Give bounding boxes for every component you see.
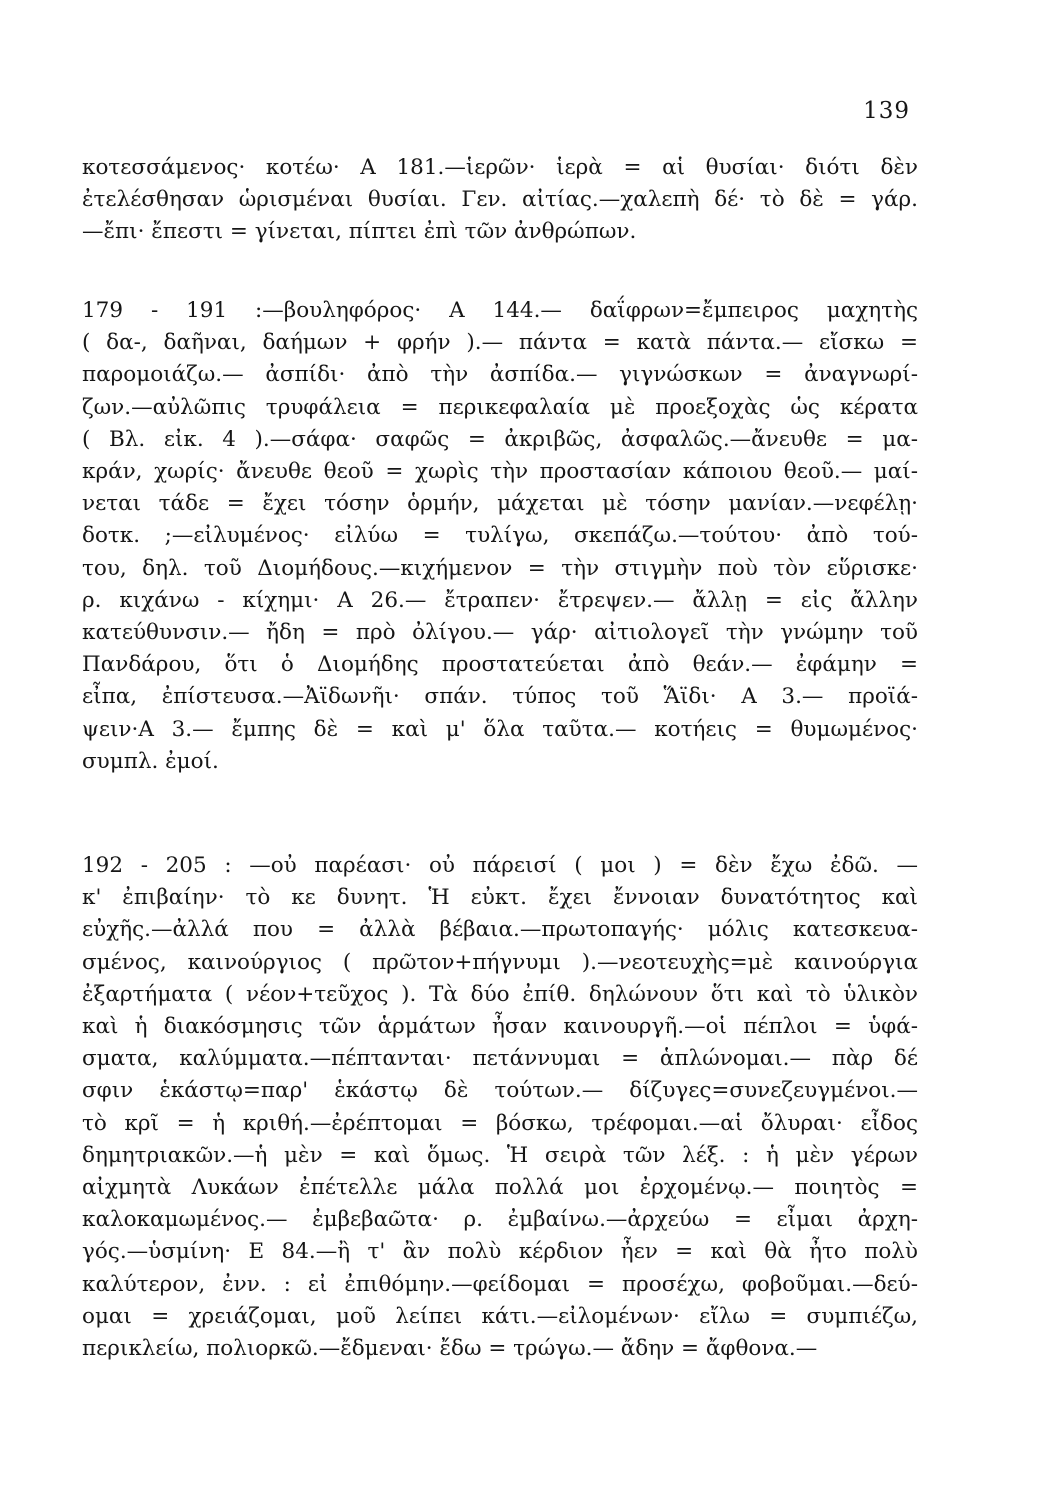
text-line: σματα, καλύμματα.—πέπτανται· πετάννυμαι = ἁπλώνομαι.— πὰρ δέ [82, 1046, 918, 1072]
text-line: νεται τάδε = ἔχει τόσην ὁρμήν, μάχεται μὲ τόσην μανίαν.—νεφέλῃ· [82, 491, 918, 517]
text-line: κοτεσσάμενος· κοτέω· Α 181.—ἱερῶν· ἱερὰ = αἱ θυσίαι· διότι δὲν [82, 155, 918, 180]
text-line: δημητριακῶν.—ἡ μὲν = καὶ ὅμως. Ἡ σειρὰ τῶν λέξ. : ἡ μὲν γέρων [82, 1142, 918, 1168]
text-line: συμπλ. ἐμοί. [82, 748, 219, 774]
commentary-paragraph-2 [82, 295, 918, 778]
text-line: ἐξαρτήματα ( νέον+τεῦχος ). Τὰ δύο ἐπίθ. δηλώνουν ὅτι καὶ τὸ ὑλικὸν [82, 981, 918, 1007]
text-line: καλοκαμωμένος.— ἐμβεβαῶτα· ρ. ἐμβαίνω.—ἀρχεύω = εἶμαι ἀρχη- [82, 1207, 918, 1233]
text-line: εὐχῆς.—ἀλλά που = ἀλλὰ βέβαια.—πρωτοπαγής· μόλις κατεσκευα- [82, 917, 918, 943]
text-line: —ἔπι· ἔπεστι = γίνεται, πίπτει ἐπὶ τῶν ἀνθρώπων. [82, 219, 637, 245]
text-line: ρ. κιχάνω - κίχημι· Α 26.— ἔτραπεν· ἔτρεψεν.— ἄλλῃ = εἰς ἄλλην [82, 587, 918, 613]
text-line: Πανδάρου, ὅτι ὁ Διομήδης προστατεύεται ἀπὸ θεάν.— ἐφάμην = [82, 652, 918, 678]
text-line: τὸ κρῖ = ἡ κριθή.—ἐρέπτομαι = βόσκω, τρέφομαι.—αἱ ὄλυραι· εἶδος [82, 1110, 918, 1136]
text-line: κράν, χωρίς· ἄνευθε θεοῦ = χωρὶς τὴν προστασίαν κάποιου θεοῦ.— μαί- [82, 459, 918, 485]
text-line: κατεύθυνσιν.— ἤδη = πρὸ ὀλίγου.— γάρ· αἰτιολογεῖ τὴν γνώμην τοῦ [82, 620, 918, 646]
text-line: δοτκ. ;—εἰλυμένος· εἰλύω = τυλίγω, σκεπάζω.—τούτου· ἀπὸ τού- [82, 523, 918, 549]
text-line: ψειν·Α 3.— ἔμπης δὲ = καὶ μ' ὅλα ταῦτα.— κοτήεις = θυμωμένος· [82, 716, 918, 742]
commentary-paragraph-3 [82, 850, 918, 1365]
text-line: κ' ἐπιβαίην· τὸ κε δυνητ. Ἡ εὐκτ. ἔχει ἔννοιαν δυνατότητος καὶ [82, 885, 918, 911]
text-line: ομαι = χρειάζομαι, μοῦ λείπει κάτι.—εἰλομένων· εἴλω = συμπιέζω, [82, 1303, 918, 1329]
text-line: καὶ ἡ διακόσμησις τῶν ἁρμάτων ἦσαν καινουργῆ.—οἱ πέπλοι = ὑφά- [82, 1014, 918, 1040]
commentary-paragraph-1 [82, 152, 918, 249]
text-line: ζων.—αὐλῶπις τρυφάλεια = περικεφαλαία μὲ προεξοχὰς ὡς κέρατα [82, 394, 918, 420]
text-line: εἶπα, ἐπίστευσα.—Ἀϊδωνῆι· σπάν. τύπος τοῦ Ἅϊδι· Α 3.— προϊά- [82, 684, 918, 710]
text-line: σμένος, καινούργιος ( πρῶτον+πήγνυμι ).—νεοτευχὴς=μὲ καινούργια [82, 949, 918, 975]
text-line: καλύτερον, ἐνν. : εἰ ἐπιθόμην.—φείδομαι = προσέχω, φοβοῦμαι.—δεύ- [82, 1271, 918, 1297]
text-line: γός.—ὑσμίνη· Ε 84.—ἢ τ' ἂν πολὺ κέρδιον ἦεν = καὶ θὰ ἦτο πολὺ [82, 1239, 918, 1265]
text-line: παρομοιάζω.— ἀσπίδι· ἀπὸ τὴν ἀσπίδα.— γιγνώσκων = ἀναγνωρί- [82, 362, 918, 388]
text-line: ( Βλ. εἰκ. 4 ).—σάφα· σαφῶς = ἀκριβῶς, ἀσφαλῶς.—ἄνευθε = μα- [82, 426, 918, 452]
text-line: 179 - 191 :—βουληφόρος· Α 144.— δαΐφρων=ἔμπειρος μαχητὴς [82, 298, 918, 323]
page-number: 139 [863, 98, 910, 124]
text-line: ( δα-, δαῆναι, δαήμων + φρήν ).— πάντα = κατὰ πάντα.— εἴσκω = [82, 330, 918, 356]
text-line: ἐτελέσθησαν ὡρισμέναι θυσίαι. Γεν. αἰτίας.—χαλεπὴ δέ· τὸ δὲ = γάρ. [82, 187, 918, 213]
text-line: σφιν ἑκάστῳ=παρ' ἑκάστῳ δὲ τούτων.— δίζυγες=συνεζευγμένοι.— [82, 1078, 918, 1104]
text-line: 192 - 205 : —οὐ παρέασι· οὐ πάρεισί ( μοι ) = δὲν ἔχω ἐδῶ. — [82, 853, 918, 878]
text-line: του, δηλ. τοῦ Διομήδους.—κιχήμενον = τὴν στιγμὴν ποὺ τὸν εὕρισκε· [82, 555, 918, 581]
text-line: αἰχμητὰ Λυκάων ἐπέτελλε μάλα πολλά μοι ἐρχομένῳ.— ποιητὸς = [82, 1175, 918, 1201]
text-line: περικλείω, πολιορκῶ.—ἔδμεναι· ἔδω = τρώγω.— ἄδην = ἄφθονα.— [82, 1336, 818, 1362]
